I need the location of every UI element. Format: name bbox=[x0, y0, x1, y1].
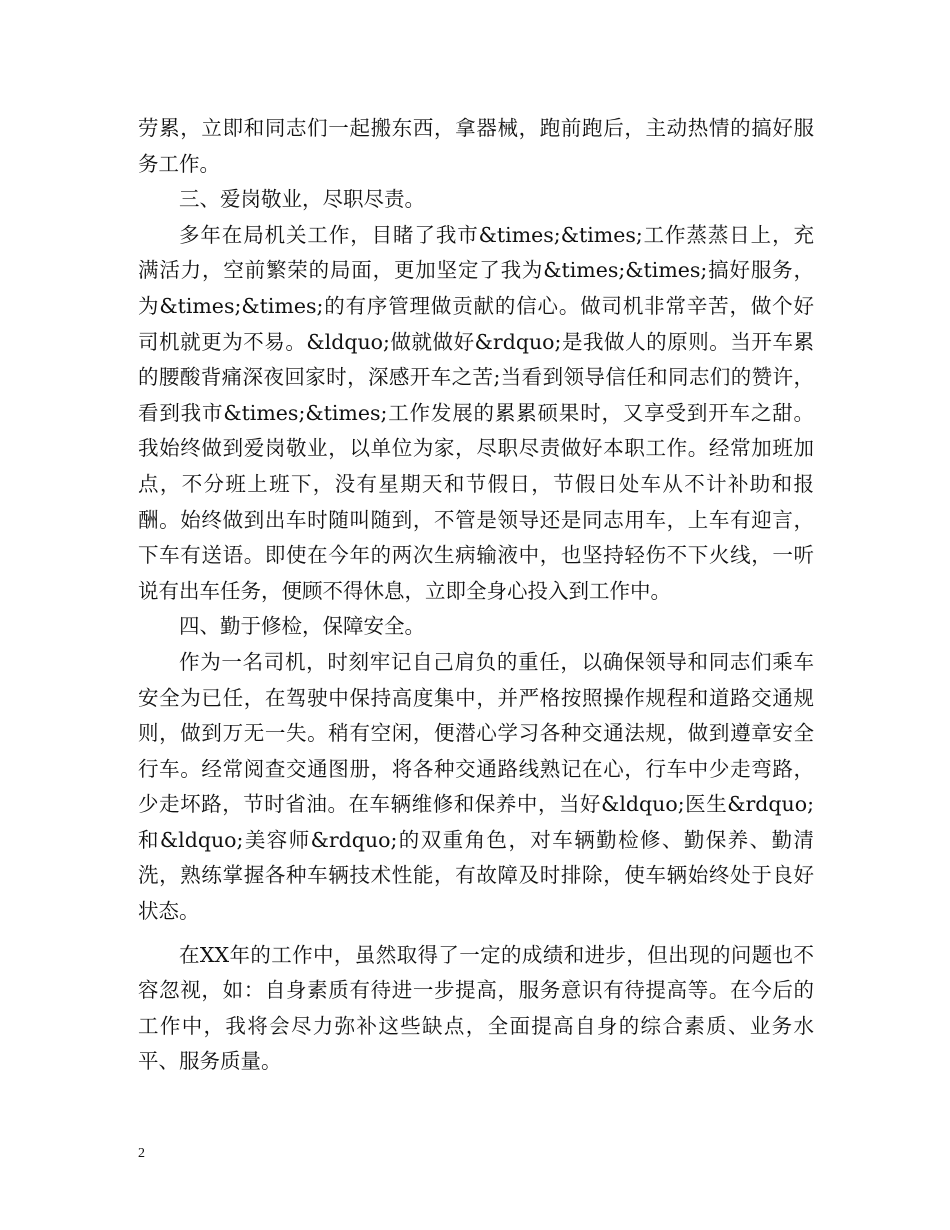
document-body bbox=[138, 111, 814, 1080]
paragraph-summary: 在XX年的工作中，虽然取得了一定的成绩和进步，但出现的问题也不容忽视，如：自身素质有待进一步提高，服务意识有待提高等。在今后的工作中，我将会尽力弥补这些缺点，全面提高自身的综合素质、业务水平、服务质量。 bbox=[138, 942, 814, 1074]
paragraph-safety: 作为一名司机，时刻牢记自己肩负的重任，以确保领导和同志们乘车安全为已任，在驾驶中保持高度集中，并严格按照操作规程和道路交通规则，做到万无一失。稍有空闲，便潜心学习各种交通法规，做到遵章安全行车。经常阅查交通图册，将各种交通路线熟记在心，行车中少走弯路，少走坏路，节时省油。在车辆维修和保养中，当好&ldquo;医生&rdquo;和&ldquo;美容师&rdquo;的双重角色，对车辆勤检修、勤保养、勤清洗，熟练掌握各种车辆技术性能，有故障及时排除，使车辆始终处于良好状态。 bbox=[138, 649, 814, 924]
paragraph-continuation: 劳累，立即和同志们一起搬东西，拿器械，跑前跑后，主动热情的搞好服务工作。 bbox=[138, 116, 814, 176]
section-heading-3: 三、爱岗敬业，尽职尽责。 bbox=[179, 187, 425, 212]
page-number: 2 bbox=[138, 1146, 145, 1161]
section-heading-4: 四、勤于修检，保障安全。 bbox=[179, 614, 425, 639]
paragraph-dedication: 多年在局机关工作，目睹了我市&times;&times;工作蒸蒸日上，充满活力，空前繁荣的局面，更加坚定了我为&times;&times;搞好服务，为&times;&times;的有序管理做贡献的信心。做司机非常辛苦，做个好司机就更为不易。&ldquo;做就做好&rdquo;是我做人的原则。当开车累的腰酸背痛深夜回家时，深感开车之苦;当看到领导信任和同志们的赞许，看到我市&times;&times;工作发展的累累硕果时，又享受到开车之甜。我始终做到爱岗敬业，以单位为家，尽职尽责做好本职工作。经常加班加点，不分班上班下，没有星期天和节假日，节假日处车从不计补助和报酬。始终做到出车时随叫随到，不管是领导还是同志用车，上车有迎言，下车有送语。即使在今年的两次生病输液中，也坚持轻伤不下火线，一听说有出车任务，便顾不得休息，立即全身心投入到工作中。 bbox=[138, 222, 814, 603]
